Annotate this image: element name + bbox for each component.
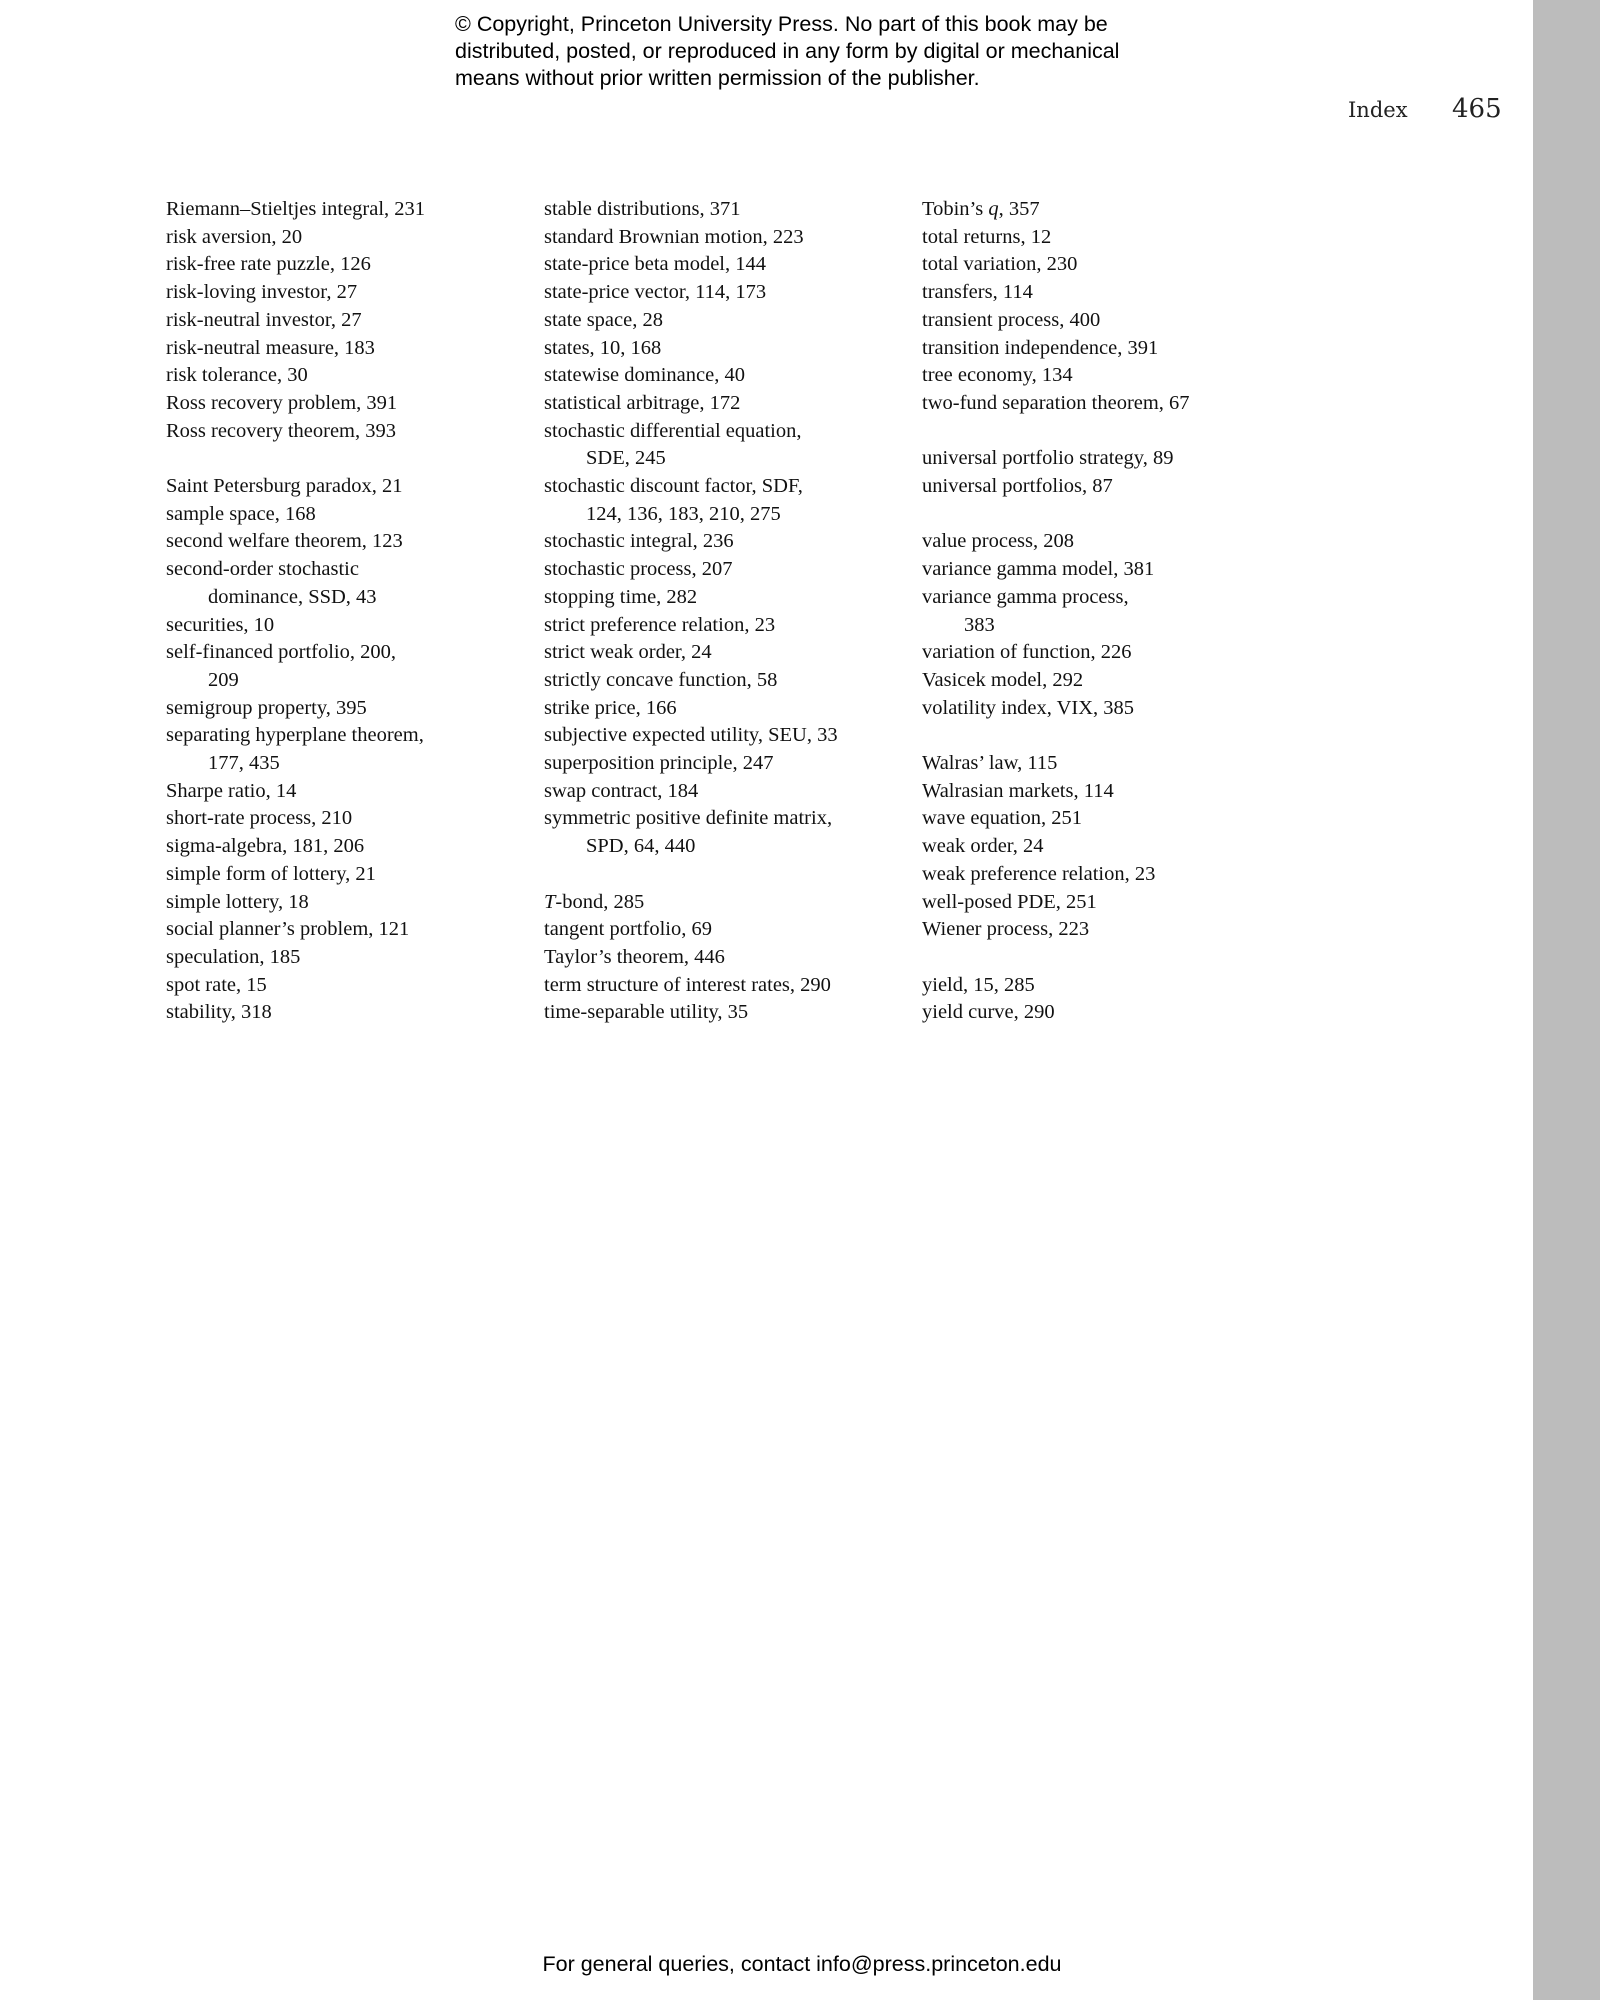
index-entry-text: tangent portfolio, 69	[544, 918, 712, 941]
index-entry-continuation: 124, 136, 183, 210, 275	[586, 502, 781, 525]
index-entry	[922, 972, 1282, 1000]
index-entry	[544, 362, 904, 390]
index-entry	[166, 556, 526, 611]
index-entry	[166, 196, 526, 224]
index-entry-text: variation of function, 226	[922, 641, 1132, 664]
index-entry-text: yield, 15, 285	[922, 973, 1035, 996]
index-entry-text: strict weak order, 24	[544, 641, 712, 664]
index-entry	[922, 695, 1282, 723]
index-entry	[544, 750, 904, 778]
index-entry	[544, 695, 904, 723]
index-entry-text: state space, 28	[544, 308, 663, 331]
index-entry	[544, 722, 904, 750]
index-entry-text: risk-neutral investor, 27	[166, 308, 362, 331]
index-entry-text: stable distributions, 371	[544, 198, 741, 220]
index-entry-italic: T	[544, 890, 556, 913]
running-head	[1300, 94, 1500, 130]
index-entry-text: stochastic process, 207	[544, 558, 733, 581]
index-entry-text: Vasicek model, 292	[922, 668, 1084, 691]
index-entry	[544, 778, 904, 806]
running-head-section: Index	[1348, 98, 1408, 122]
index-entry	[544, 916, 904, 944]
index-entry-text: subjective expected utility, SEU, 33	[544, 724, 838, 747]
index-entry-text: , 357	[998, 198, 1040, 220]
index-entry	[544, 473, 904, 528]
index-entry-text: weak preference relation, 23	[922, 862, 1156, 885]
index-entry-text: superposition principle, 247	[544, 752, 774, 775]
index-entry	[922, 528, 1282, 556]
index-entry	[166, 362, 526, 390]
index-entry-text: Ross recovery theorem, 393	[166, 419, 396, 442]
index-entry	[544, 667, 904, 695]
index-entry	[544, 224, 904, 252]
index-entry	[544, 889, 904, 917]
index-entry	[166, 528, 526, 556]
index-entry-text: two-fund separation theorem, 67	[922, 391, 1190, 414]
index-entry-text: stochastic integral, 236	[544, 530, 734, 553]
index-entry-text: total variation, 230	[922, 253, 1078, 276]
index-entry	[544, 307, 904, 335]
index-entry	[166, 833, 526, 861]
index-entry-text: short-rate process, 210	[166, 807, 353, 830]
index-entry	[166, 612, 526, 640]
index-entry	[922, 556, 1282, 584]
index-entry	[544, 944, 904, 972]
index-entry-text: strict preference relation, 23	[544, 613, 776, 636]
index-entry	[922, 279, 1282, 307]
index-entry-text: second welfare theorem, 123	[166, 530, 403, 553]
index-entry-text: sample space, 168	[166, 502, 316, 525]
footer	[0, 1952, 1600, 1977]
copyright-line: means without prior written permission of the publisher.	[455, 66, 980, 90]
footer-contact: For general queries, contact info@press.princeton.edu	[542, 1952, 1062, 1976]
index-entry-text: universal portfolio strategy, 89	[922, 447, 1174, 470]
index-entry-text: total returns, 12	[922, 225, 1052, 248]
index-entry-text: variance gamma process,	[922, 585, 1129, 608]
index-entry-text: stability, 318	[166, 1001, 272, 1024]
index-entry	[166, 418, 526, 446]
index-entry-text: swap contract, 184	[544, 779, 699, 802]
index-entry	[922, 335, 1282, 363]
index-entry-continuation: SDE, 245	[586, 447, 666, 470]
index-entry-text: Wiener process, 223	[922, 918, 1090, 941]
index-entry-continuation: SPD, 64, 440	[586, 835, 696, 858]
index-column-2	[544, 196, 904, 1027]
index-entry-text: Walras’ law, 115	[922, 752, 1058, 775]
index-entry	[922, 916, 1282, 944]
index-entry-text: stochastic differential equation,	[544, 419, 802, 442]
index-entry-text: states, 10, 168	[544, 336, 662, 359]
index-entry-continuation: 383	[964, 613, 995, 636]
index-entry	[544, 335, 904, 363]
index-entry-text: time-separable utility, 35	[544, 1001, 749, 1024]
copyright-line: distributed, posted, or reproduced in any form by digital or mechanical	[455, 39, 1120, 63]
index-entry	[544, 805, 904, 860]
index-entry-text: sigma-algebra, 181, 206	[166, 835, 365, 858]
index-entry-text: risk-free rate puzzle, 126	[166, 253, 371, 276]
index-entry-text: securities, 10	[166, 613, 275, 636]
index-column-3	[922, 196, 1282, 1027]
index-entry-text: Taylor’s theorem, 446	[544, 945, 725, 968]
index-entry-text: tree economy, 134	[922, 364, 1073, 387]
index-entry	[922, 805, 1282, 833]
index-entry-text: state-price beta model, 144	[544, 253, 766, 276]
index-entry-continuation: 177, 435	[208, 752, 280, 775]
index-entry-text: -bond, 285	[555, 890, 645, 913]
index-entry	[166, 861, 526, 889]
index-entry-continuation: 209	[208, 668, 239, 691]
viewer-gray-margin	[1533, 0, 1600, 2000]
index-entry-text: Saint Petersburg paradox, 21	[166, 475, 403, 498]
index-entry	[922, 999, 1282, 1027]
index-entry	[166, 307, 526, 335]
index-entry-text: simple lottery, 18	[166, 890, 309, 913]
index-entry	[922, 445, 1282, 473]
index-entry-text: strictly concave function, 58	[544, 668, 778, 691]
index-entry-text: risk tolerance, 30	[166, 364, 308, 387]
index-entry-text: term structure of interest rates, 290	[544, 973, 831, 996]
index-entry	[544, 584, 904, 612]
index-entry-text: semigroup property, 395	[166, 696, 367, 719]
index-entry-text: wave equation, 251	[922, 807, 1082, 830]
index-entry	[922, 750, 1282, 778]
index-entry-text: stopping time, 282	[544, 585, 698, 608]
index-entry	[166, 916, 526, 944]
index-column-1	[166, 196, 526, 1027]
index-entry-continuation: dominance, SSD, 43	[208, 585, 377, 608]
index-entry-text: yield curve, 290	[922, 1001, 1055, 1024]
index-entry-text: value process, 208	[922, 530, 1074, 553]
index-entry-text: state-price vector, 114, 173	[544, 281, 767, 304]
index-entry	[544, 279, 904, 307]
index-entry	[166, 889, 526, 917]
index-entry-text: social planner’s problem, 121	[166, 918, 410, 941]
index-entry	[544, 612, 904, 640]
index-entry-text: symmetric positive definite matrix,	[544, 807, 833, 830]
index-entry-text: transfers, 114	[922, 281, 1033, 304]
index-entry	[166, 335, 526, 363]
index-entry	[166, 695, 526, 723]
index-entry	[922, 224, 1282, 252]
index-entry-text: universal portfolios, 87	[922, 475, 1113, 498]
index-entry-text: speculation, 185	[166, 945, 301, 968]
index-entry	[544, 528, 904, 556]
index-entry	[922, 889, 1282, 917]
index-entry	[166, 778, 526, 806]
index-entry	[166, 972, 526, 1000]
index-entry	[166, 390, 526, 418]
index-entry-text: self-financed portfolio, 200,	[166, 641, 396, 664]
index-entry	[166, 501, 526, 529]
index-entry	[922, 473, 1282, 501]
index-entry	[166, 473, 526, 501]
index-entry-text: risk aversion, 20	[166, 225, 303, 248]
index-entry-text: standard Brownian motion, 223	[544, 225, 804, 248]
index-entry-text: second-order stochastic	[166, 558, 359, 581]
index-entry-text: Ross recovery problem, 391	[166, 391, 398, 414]
index-entry-text: separating hyperplane theorem,	[166, 724, 424, 747]
index-entry	[166, 999, 526, 1027]
index-entry	[166, 722, 526, 777]
index-entry	[922, 307, 1282, 335]
index-entry	[544, 251, 904, 279]
copyright-notice	[455, 11, 1175, 92]
index-entry	[544, 556, 904, 584]
index-entry	[922, 584, 1282, 639]
index-entry	[922, 390, 1282, 418]
index-entry	[166, 224, 526, 252]
index-entry-italic: q	[988, 198, 999, 220]
index-entry	[166, 639, 526, 694]
index-entry-text: risk-neutral measure, 183	[166, 336, 375, 359]
index-entry-text: Walrasian markets, 114	[922, 779, 1114, 802]
index-entry-text: transition independence, 391	[922, 336, 1159, 359]
index-entry	[922, 833, 1282, 861]
index-entry-prefix: Tobin’s	[922, 198, 989, 220]
index-entry	[922, 639, 1282, 667]
index-entry-text: Sharpe ratio, 14	[166, 779, 297, 802]
index-entry-text: volatility index, VIX, 385	[922, 696, 1135, 719]
index-entry-text: risk-loving investor, 27	[166, 281, 358, 304]
index-entry-text: simple form of lottery, 21	[166, 862, 376, 885]
index-entry	[922, 667, 1282, 695]
index-entry-text: variance gamma model, 381	[922, 558, 1155, 581]
index-entry-text: spot rate, 15	[166, 973, 267, 996]
index-entry	[544, 999, 904, 1027]
index-entry	[166, 251, 526, 279]
copyright-line: © Copyright, Princeton University Press. No part of this book may be	[455, 12, 1108, 36]
index-entry-text: well-posed PDE, 251	[922, 890, 1097, 913]
index-entry-text: strike price, 166	[544, 696, 677, 719]
index-entry	[922, 196, 1282, 224]
index-entry-text: Riemann–Stieltjes integral, 231	[166, 198, 426, 220]
index-entry	[544, 639, 904, 667]
index-entry	[922, 362, 1282, 390]
index-entry	[922, 778, 1282, 806]
index-entry	[922, 861, 1282, 889]
index-entry-text: statewise dominance, 40	[544, 364, 745, 387]
index-entry	[544, 972, 904, 1000]
index-entry	[166, 279, 526, 307]
page-number: 465	[1452, 94, 1502, 124]
index-entry-text: transient process, 400	[922, 308, 1101, 331]
index-entry	[166, 944, 526, 972]
index-entry	[166, 805, 526, 833]
index-entry	[544, 390, 904, 418]
index-entry-text: statistical arbitrage, 172	[544, 391, 741, 414]
index-entry	[544, 196, 904, 224]
index-entry	[544, 418, 904, 473]
index-entry-text: stochastic discount factor, SDF,	[544, 475, 803, 498]
index-entry	[922, 251, 1282, 279]
index-entry-text: weak order, 24	[922, 835, 1044, 858]
